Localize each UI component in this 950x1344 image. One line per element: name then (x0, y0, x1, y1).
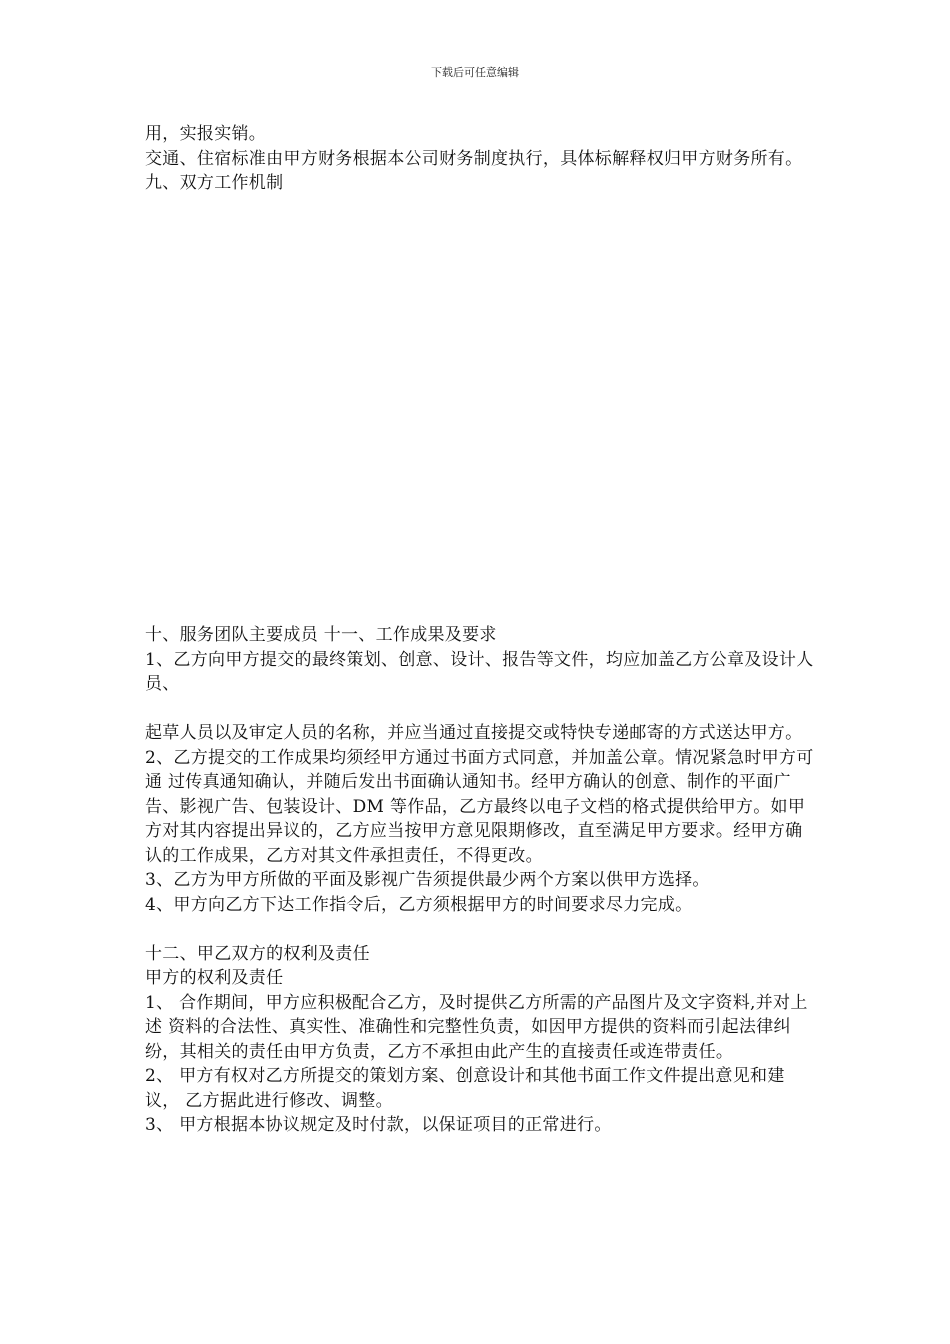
paragraph-party-a-item-2: 2、 甲方有权对乙方所提交的策划方案、创意设计和其他书面工作文件提出意见和建议， 乙方据此进行修改、调整。 (145, 1066, 785, 1111)
paragraph-travel-standard: 交通、住宿标准由甲方财务根据本公司财务制度执行，具体标解释权归甲方财务所有。 (145, 148, 803, 169)
section-main (145, 623, 815, 1138)
paragraph-item-4: 4、甲方向乙方下达工作指令后，乙方须根据甲方的时间要求尽力完成。 (145, 894, 693, 915)
paragraph-party-a-item-1: 1、 合作期间，甲方应积极配合乙方，及时提供乙方所需的产品图片及文字资料,并对上述 资料的合法性、真实性、准确性和完整性负责，如因甲方提供的资料而引起法律纠纷，其相关的责任由甲方负责，乙方不承担由此产生的直接责任或连带责任。 (145, 992, 808, 1062)
paragraph-item-2: 2、乙方提交的工作成果均须经甲方通过书面方式同意，并加盖公章。情况紧急时甲方可通 过传真通知确认，并随后发出书面确认通知书。经甲方确认的创意、制作的平面广告、影视广告、包装设计、DM 等作品，乙方最终以电子文档的格式提供给甲方。如甲方对其内容提出异议的，乙方应当按甲方意见限期修改，直至满足甲方要求。经甲方确认的工作成果，乙方对其文件承担责任，不得更改。 (145, 747, 814, 866)
heading-work-mechanism: 九、双方工作机制 (145, 173, 284, 193)
paragraph-party-a-item-3: 3、 甲方根据本协议规定及时付款，以保证项目的正常进行。 (145, 1115, 612, 1135)
paragraph-item-1-part-a: 1、乙方向甲方提交的最终策划、创意、设计、报告等文件，均应加盖乙方公章及设计人员、 (145, 649, 814, 694)
paragraph-item-1-part-b: 起草人员以及审定人员的名称，并应当通过直接提交或特快专递邮寄的方式送达甲方。 (145, 723, 803, 743)
paragraph-item-3: 3、乙方为甲方所做的平面及影视广告须提供最少两个方案以供甲方选择。 (145, 870, 710, 890)
subheading-party-a: 甲方的权利及责任 (145, 968, 284, 988)
page-header: 下载后可任意编辑 (431, 66, 519, 79)
paragraph-reimbursement: 用，实报实销。 (145, 124, 267, 144)
section-top (145, 122, 815, 196)
heading-rights-responsibilities: 十二、甲乙双方的权利及责任 (145, 943, 370, 964)
heading-team-and-results: 十、服务团队主要成员 十一、工作成果及要求 (145, 625, 497, 645)
blank-line (145, 917, 815, 942)
blank-line (145, 697, 815, 722)
